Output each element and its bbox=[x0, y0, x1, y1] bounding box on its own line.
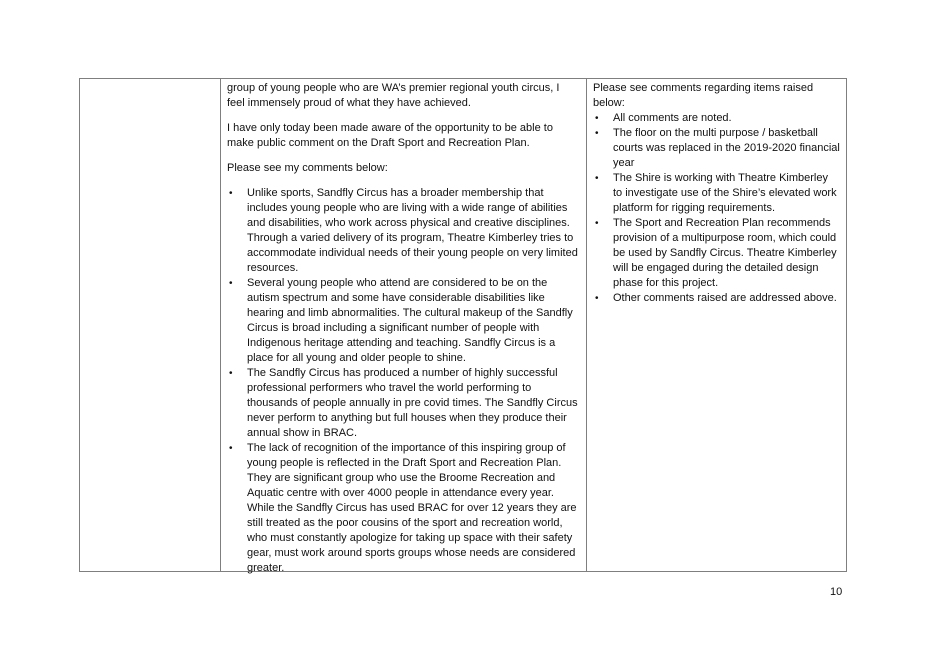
submission-bullet-text: The Sandfly Circus has produced a number of highly successful professional performers who travel the world performing to thousands of people annually in pre covid times. The Sandfly Circus never perform to anything but full houses when they produce their annual show in BRAC. bbox=[247, 367, 578, 439]
submission-bullet-item bbox=[227, 186, 580, 276]
response-bullet-list bbox=[593, 111, 840, 306]
bullet-icon: • bbox=[595, 113, 599, 124]
submitter-column bbox=[80, 79, 221, 571]
submission-paragraph: group of young people who are WA’s premier regional youth circus, I feel immensely proud of what they have achieved. bbox=[227, 82, 560, 109]
submission-bullet-item bbox=[227, 366, 580, 441]
bullet-icon: • bbox=[229, 278, 233, 289]
bullet-icon: • bbox=[595, 173, 599, 184]
bullet-icon: • bbox=[595, 128, 599, 139]
bullet-icon: • bbox=[229, 188, 233, 199]
response-bullet-item bbox=[593, 216, 840, 291]
bullet-icon: • bbox=[229, 368, 233, 379]
response-bullet-text: The Shire is working with Theatre Kimberley to investigate use of the Shire’s elevated work platform for rigging requirements. bbox=[613, 172, 837, 214]
submission-bullet-text: Unlike sports, Sandfly Circus has a broader membership that includes young people who are living with a wide range of abilities and disabilities, who work across physical and creative disciplines. Through a varied delivery of its program, Theatre Kimberley tries to accommodate individual needs of their young people on very limited resources. bbox=[247, 187, 578, 274]
bullet-icon: • bbox=[229, 443, 233, 454]
response-column bbox=[587, 79, 846, 571]
response-bullet-item bbox=[593, 111, 840, 126]
submission-bullet-list bbox=[227, 186, 580, 576]
response-bullet-text: The floor on the multi purpose / basketball courts was replaced in the 2019-2020 financial year bbox=[613, 127, 840, 169]
response-bullet-text: All comments are noted. bbox=[613, 112, 732, 124]
response-bullet-text: The Sport and Recreation Plan recommends provision of a multipurpose room, which could be used by Sandfly Circus. Theatre Kimberley will be engaged during the detailed design phase for this project. bbox=[613, 217, 837, 289]
page-number: 10 bbox=[830, 586, 843, 598]
response-bullet-item bbox=[593, 126, 840, 171]
submission-paragraph: Please see my comments below: bbox=[227, 162, 388, 174]
submission-bullet-text: Several young people who attend are considered to be on the autism spectrum and some have considerable disabilities like hearing and limb abnormalities. The cultural makeup of the Sandfly Circus is broad including a significant number of people with Indigenous heritage attending and teaching. Sandfly Circus is a place for all young and older people to shine. bbox=[247, 277, 573, 364]
submission-bullet-item bbox=[227, 441, 580, 576]
response-bullet-text: Other comments raised are addressed above. bbox=[613, 292, 837, 304]
submission-bullet-text: The lack of recognition of the importance of this inspiring group of young people is reflected in the Draft Sport and Recreation Plan. They are significant group who use the Broome Recreation and Aquatic centre with over 4000 people in attendance every year. While the Sandfly Circus has used BRAC for over 12 years they are still treated as the poor cousins of the sport and recreation world, who must constantly apologize for taking up space with their safety gear, must work around sports groups whose needs are considered greater. bbox=[247, 442, 577, 574]
bullet-icon: • bbox=[595, 293, 599, 304]
response-intro: Please see comments regarding items raised below: bbox=[593, 82, 814, 109]
submission-column bbox=[221, 79, 587, 574]
bullet-icon: • bbox=[595, 218, 599, 229]
submission-paragraph: I have only today been made aware of the opportunity to be able to make public comment on the Draft Sport and Recreation Plan. bbox=[227, 122, 553, 149]
response-bullet-item bbox=[593, 171, 840, 216]
response-bullet-item bbox=[593, 291, 840, 306]
comments-table bbox=[79, 78, 847, 572]
submission-bullet-item bbox=[227, 276, 580, 366]
